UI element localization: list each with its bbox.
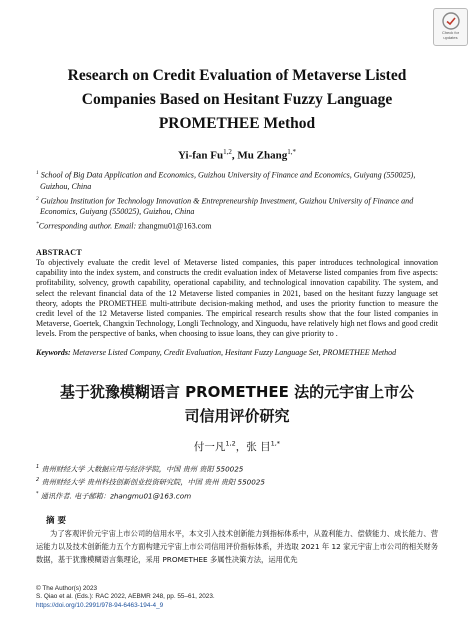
copyright-line: © The Author(s) 2023 [36, 585, 98, 592]
chinese-corresponding-author [36, 489, 436, 501]
chinese-affiliation-text: 贵州财经大学 大数据应用与经济学院，中国 贵州 贵阳 550025 [41, 464, 244, 474]
title-line-1: Research on Credit Evaluation of Metaverse Listed [67, 67, 407, 84]
affiliations [36, 168, 436, 234]
keywords-text: Metaverse Listed Company, Credit Evaluation, Hesitant Fuzzy Language Set, PROMETHEE Method [70, 348, 397, 357]
chinese-affiliation-mark: 1 [36, 464, 40, 470]
corresponding-label: Corresponding author. Email: [38, 222, 139, 232]
chinese-affiliation-mark: 2 [36, 477, 40, 484]
chinese-corresponding-email[interactable]: zhangmu01@163.com [110, 491, 192, 501]
affiliation-text: School of Big Data Application and Economics, Guizhou University of Finance and Economics, Guiyang (550025), Guizhou, China [40, 170, 416, 191]
affiliation-mark: 2 [36, 195, 39, 202]
affiliation-mark: 1 [36, 170, 39, 176]
badge-label-line1: Check for [441, 30, 460, 35]
chinese-corresponding-mark: * [36, 490, 39, 497]
author-list [40, 148, 434, 162]
chinese-affiliation-text: 贵州财经大学 贵州科技创新创业投资研究院，中国 贵州 贵阳 550025 [41, 477, 265, 487]
author-name: Yi-fan Fu [178, 149, 224, 162]
chinese-author-separator: ， [235, 441, 247, 453]
corresponding-email[interactable]: zhangmu01@163.com [138, 222, 212, 232]
chinese-author-mark: 1,2 [225, 439, 236, 448]
author-affiliation-mark: 1,2 [223, 148, 232, 156]
chinese-affiliation-item [36, 462, 436, 474]
abstract-text: To objectively evaluate the credit level of Metaverse listed companies, this paper introduces technological innovation capability into the index system, and constructs the credit evaluation index of Metaverse listed companies from five aspects: profitability, solvency, growth capability, operational capability, and technological innovation capability. The system, and select the relevant financial data of the 12 Metaverse listed companies in 2021, based on the hesitant fuzzy language set theory, adopts the PROMETHEE multi-attribute decision-making method, and uses the priority function to measure the credit level of the 12 Metaverse listed companies. The empirical research results show that the four listed companies in Metaverse, Goertek, Changxin Technology, Longli Technology, and Xinguodu, have relatively high net flows and good credit levels. From the perspective of banks, when choosing to issue loans, they can give priority to . [36, 258, 438, 339]
abstract-heading: ABSTRACT [36, 248, 82, 257]
check-for-updates-icon [442, 12, 460, 30]
chinese-abstract-heading: 摘 要 [46, 516, 66, 526]
chinese-title-line-2: 司信用评价研究 [184, 407, 290, 425]
chinese-author-mark: 1,* [270, 439, 281, 448]
chinese-title-line-1: 基于犹豫模糊语言 PROMETHEE 法的元宇宙上市公 [59, 383, 415, 401]
keywords [36, 348, 438, 358]
paper-title [40, 64, 434, 136]
title-line-2: Companies Based on Hesitant Fuzzy Language [81, 91, 393, 108]
corresponding-author [36, 219, 436, 232]
affiliation-text: Guizhou Institution for Technology Innovation & Entrepreneurship Investment, Guizhou University of Finance and Economics, Guiyang (550025), Guizhou, China [40, 196, 414, 217]
chinese-title [30, 380, 444, 428]
chinese-author-list [40, 439, 434, 454]
citation-line: S. Qiao et al. (Eds.): RAC 2022, AEBMR 248, pp. 55–61, 2023. [36, 593, 215, 601]
chinese-affiliation-item [36, 475, 436, 487]
check-for-updates-badge[interactable] [433, 8, 468, 46]
publication-footer [36, 585, 336, 610]
author-affiliation-mark: 1,* [287, 148, 296, 156]
badge-label [442, 31, 459, 40]
affiliation-item [36, 194, 436, 218]
doi-link[interactable]: https://doi.org/10.2991/978-94-6463-194-4_9 [36, 601, 164, 609]
author-separator: , [231, 149, 238, 162]
chinese-corresponding-label: 通讯作者. 电子邮箱： [40, 491, 111, 501]
chinese-author-name: 张 目 [246, 441, 271, 453]
affiliation-item [36, 168, 436, 192]
chinese-affiliations [36, 462, 436, 502]
keywords-label: Keywords: [36, 348, 71, 357]
badge-label-line2: updates [443, 34, 458, 40]
chinese-abstract-text: 为了客观评价元宇宙上市公司的信用水平，本文引入技术创新能力到指标体系中，从盈利能力、偿债能力、成长能力、营运能力以及技术创新能力五个方面构建元宇宙上市公司信用评价指标体系，并选取 2021 年 12 家元宇宙上市公司的相关财务数据，基于犹豫模糊语言集理论，采用 PROMETHEE 多属性决策方法，运用优先 [36, 529, 438, 564]
chinese-author-name: 付一凡 [193, 441, 226, 453]
corresponding-mark: * [36, 221, 39, 228]
title-line-3: PROMETHEE Method [158, 115, 316, 132]
author-name: Mu Zhang [237, 149, 288, 162]
